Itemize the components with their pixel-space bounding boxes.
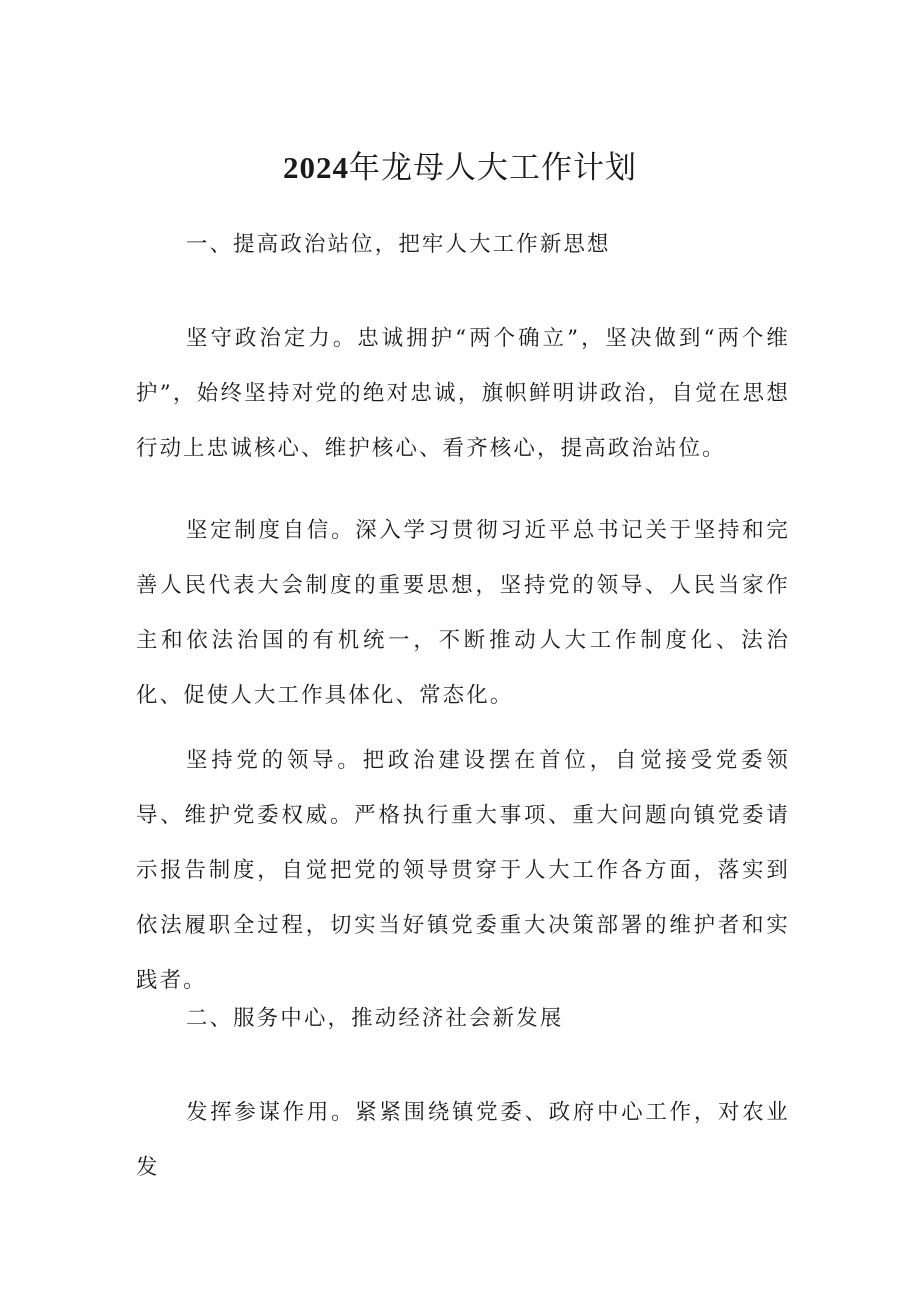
paragraph-political-resolve: 坚守政治定力。忠诚拥护“两个确立”，坚决做到“两个维护”，始终坚持对党的绝对忠诚，旗帜鲜明讲政治，自觉在思想行动上忠诚核心、维护核心、看齐核心，提高政治站位。 [136, 326, 790, 461]
paragraph-institutional-confidence: 坚定制度自信。深入学习贯彻习近平总书记关于坚持和完善人民代表大会制度的重要思想，坚持党的领导、人民当家作主和依法治国的有机统一，不断推动人大工作制度化、法治化、促使人大工作具体化、常态化。 [136, 518, 790, 708]
paragraph-advisory-role: 发挥参谋作用。紧紧围绕镇党委、政府中心工作，对农业发 [136, 1100, 790, 1180]
paragraph-party-leadership: 坚持党的领导。把政治建设摆在首位，自觉接受党委领导、维护党委权威。严格执行重大事项、重大问题向镇党委请示报告制度，自觉把党的领导贯穿于人大工作各方面，落实到依法履职全过程，切实当好镇党委重大决策部署的维护者和实践者。 [136, 748, 790, 993]
title-year: 2024 [283, 150, 349, 185]
section-heading-1: 一、提高政治站位，把牢人大工作新思想 [186, 232, 611, 257]
title-text: 年龙母人大工作计划 [349, 150, 637, 186]
document-title [0, 146, 920, 190]
section-heading-2: 二、服务中心，推动经济社会新发展 [186, 1006, 564, 1031]
